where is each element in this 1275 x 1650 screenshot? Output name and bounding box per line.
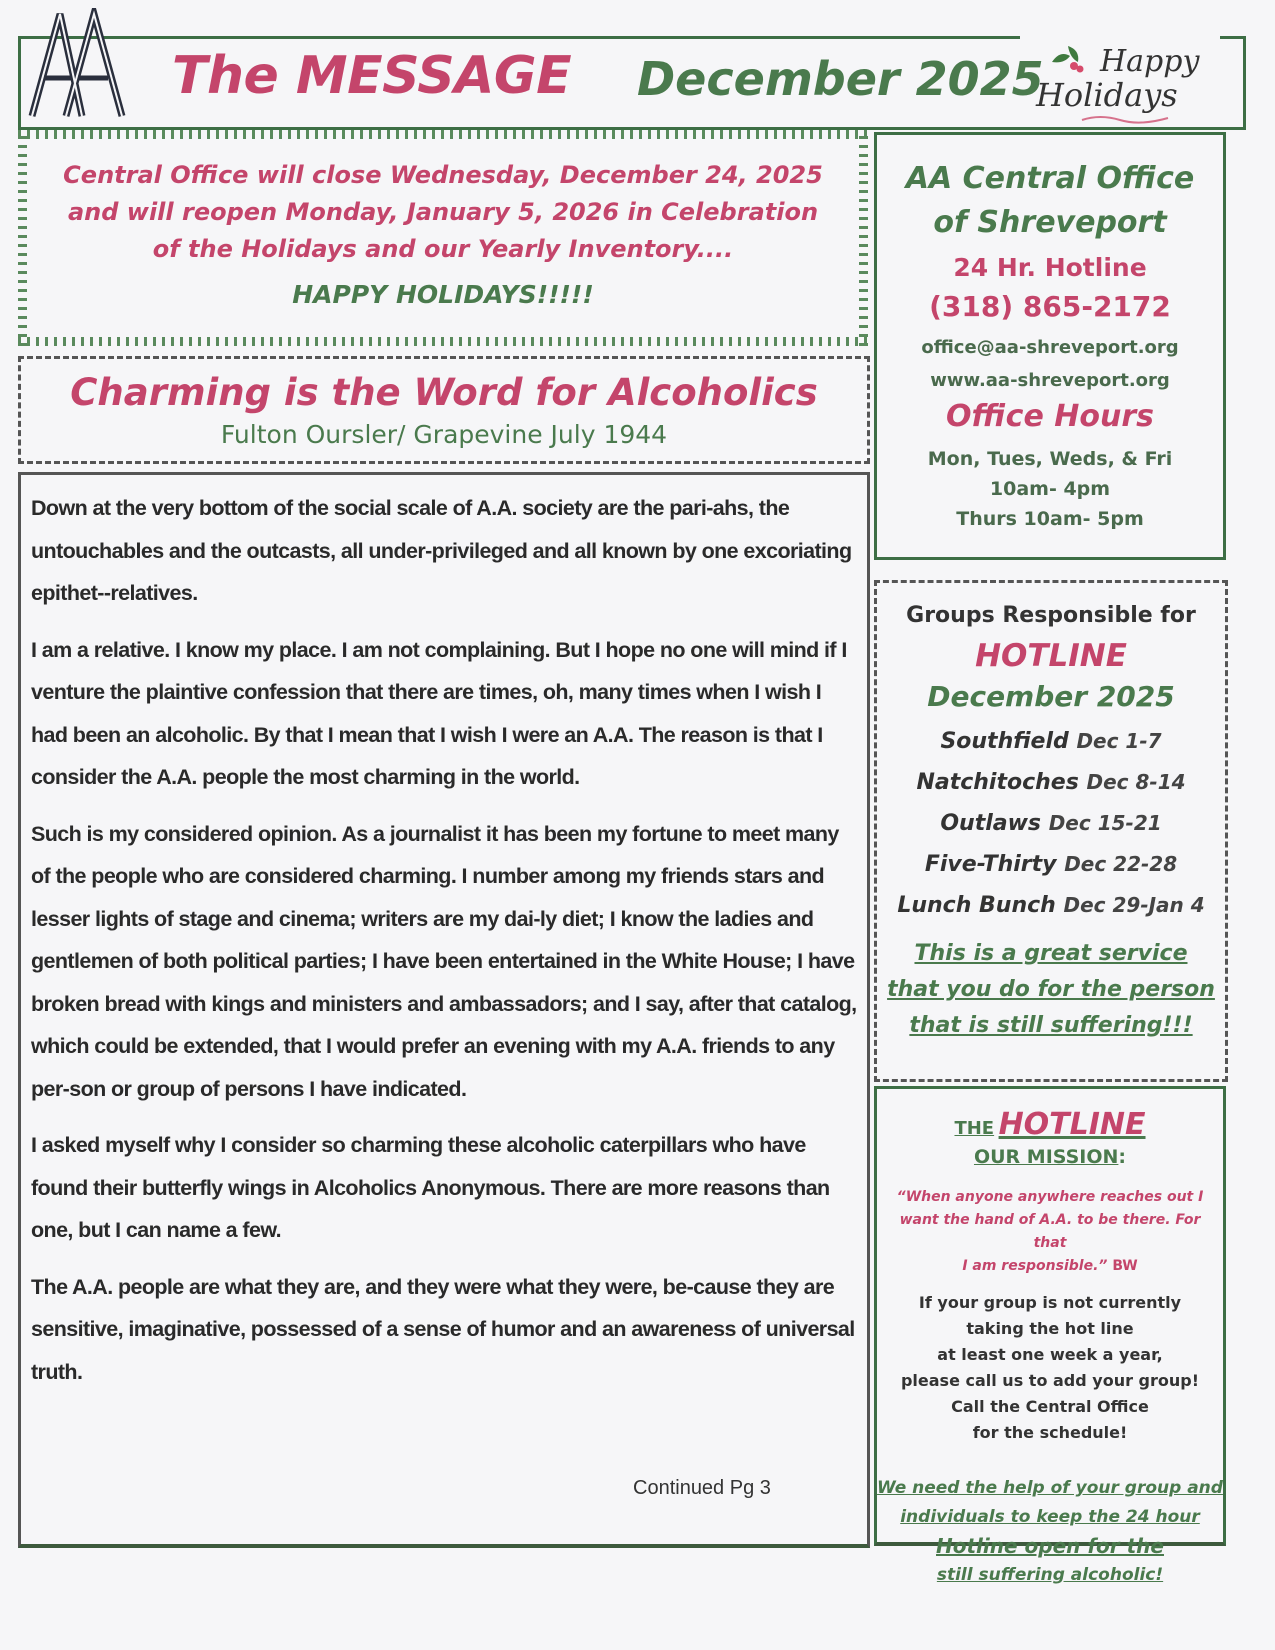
- info-line: taking the hot line: [966, 1319, 1134, 1338]
- groups-hotline-heading: HOTLINE: [975, 638, 1127, 674]
- article-byline: Fulton Oursler/ Grapevine July 1944: [220, 420, 668, 449]
- schedule-row: [877, 885, 1225, 926]
- group-name: Southfield: [940, 729, 1069, 754]
- service-note-line: that you do for the person: [887, 977, 1215, 1002]
- info-line: If your group is not currently: [918, 1293, 1182, 1312]
- greeting-happy: Happy: [1100, 44, 1200, 79]
- help-line: We need the help of your group and: [877, 1478, 1223, 1498]
- office-hours-line: Thurs 10am- 5pm: [956, 508, 1144, 530]
- schedule-row: [877, 721, 1225, 762]
- article-paragraph: I am a relative. I know my place. I am not complaining. But I hope no one will mind if I venture the plaintive confession that there are times, oh, many times when I wish I had been an alcoholic. By that I mean that I wish I were an A.A. The reason is that I consider the A.A. people the most charming in the world.: [31, 637, 847, 789]
- announcement-line: Central Office will close Wednesday, December 24, 2025: [63, 161, 823, 189]
- happy-holidays-banner: HAPPY HOLIDAYS!!!!!: [292, 280, 594, 309]
- mission-subtitle: [877, 1146, 1223, 1168]
- office-closure-announcement: [18, 130, 868, 346]
- schedule-row: [877, 762, 1225, 803]
- office-name: [877, 157, 1223, 245]
- group-dates: Dec 1-7: [1076, 729, 1162, 753]
- quote-line: want the hand of A.A. to be there. For that: [899, 1212, 1201, 1251]
- schedule-row: [877, 803, 1225, 844]
- quote-line: I am responsible.”: [962, 1258, 1108, 1274]
- hotline-mission: [874, 1086, 1226, 1585]
- announcement-line: and will reopen Monday, January 5, 2026 in Celebration: [67, 198, 819, 226]
- group-dates: Dec 29-Jan 4: [1063, 893, 1205, 917]
- mission-info: [877, 1290, 1223, 1474]
- quote-attribution: BW: [1112, 1258, 1138, 1274]
- help-line: Hotline open for the: [936, 1534, 1164, 1558]
- group-dates: Dec 22-28: [1064, 852, 1178, 876]
- mission-the: THE: [954, 1118, 995, 1139]
- article-paragraph: Down at the very bottom of the social scale of A.A. society are the pari-ahs, the untouchables and the outcasts, all under-privileged and all known by one excoriating epithet--relatives.: [31, 496, 852, 605]
- mission-subtitle-colon: :: [1118, 1146, 1127, 1168]
- group-name: Natchitoches: [916, 770, 1079, 795]
- office-website[interactable]: www.aa-shreveport.org: [930, 370, 1170, 391]
- mission-heading: [877, 1107, 1223, 1142]
- quote-line: “When anyone anywhere reaches out I: [896, 1189, 1204, 1205]
- hotline-phone[interactable]: (318) 865-2172: [929, 290, 1171, 323]
- info-line: please call us to add your group!: [900, 1371, 1200, 1390]
- info-line: at least one week a year,: [937, 1345, 1163, 1364]
- announcement-line: of the Holidays and our Yearly Inventory....: [152, 235, 734, 263]
- groups-title: Groups Responsible for: [906, 603, 1196, 628]
- office-hours-line: Mon, Tues, Weds, & Fri: [927, 448, 1173, 470]
- continued-link[interactable]: Continued Pg 3: [633, 1477, 771, 1499]
- article-paragraph: I asked myself why I consider so charming these alcoholic caterpillars who have found their butterfly wings in Alcoholics Anonymous. There are more reasons than one, but I can name a few.: [31, 1133, 830, 1242]
- office-hours-title: Office Hours: [946, 399, 1154, 434]
- group-dates: Dec 8-14: [1086, 770, 1186, 794]
- article-header: [18, 356, 870, 464]
- mission-hotline: HOTLINE: [998, 1107, 1146, 1142]
- mission-help-call: [877, 1474, 1223, 1590]
- ribbon-flourish-icon: [1080, 114, 1170, 126]
- info-line: Call the Central Office: [951, 1397, 1149, 1416]
- office-name-line1: AA Central Office: [905, 161, 1195, 196]
- masthead-frame-gap: [1020, 28, 1220, 40]
- article-paragraph: The A.A. people are what they are, and they were what they were, be-cause they are sensitive, imaginative, possessed of a sense of humor and an awareness of universal truth.: [31, 1274, 855, 1384]
- office-name-line2: of Shreveport: [933, 205, 1167, 240]
- article-title: Charming is the Word for Alcoholics: [70, 371, 818, 414]
- aa-logo-icon: [22, 8, 132, 120]
- article-body: [18, 472, 870, 1548]
- group-name: Lunch Bunch: [897, 893, 1056, 918]
- service-note-line: that is still suffering!!!: [909, 1013, 1193, 1038]
- issue-date: December 2025: [637, 52, 1044, 106]
- newsletter-title: The MESSAGE: [172, 46, 572, 106]
- service-note: [877, 936, 1225, 1044]
- group-dates: Dec 15-21: [1048, 811, 1162, 835]
- mission-subtitle-text: OUR MISSION: [973, 1146, 1119, 1168]
- service-note-line: This is a great service: [914, 941, 1188, 966]
- schedule-row: [877, 844, 1225, 885]
- groups-month: December 2025: [927, 680, 1175, 713]
- office-email[interactable]: office@aa-shreveport.org: [921, 337, 1179, 358]
- help-line: still suffering alcoholic!: [936, 1565, 1164, 1585]
- hotline-groups-schedule: [874, 580, 1228, 1082]
- central-office-contact: [874, 132, 1226, 560]
- office-hours-line: 10am- 4pm: [989, 478, 1111, 500]
- mission-quote: [877, 1186, 1223, 1278]
- article-paragraph: Such is my considered opinion. As a journalist it has been my fortune to meet many of the people who are considered charming. I number among my friends stars and lesser lights of stage and cinema; writers are my dai-ly diet; I know the ladies and gentlemen of both political parties; I have been entertained in the White House; I have broken bread with kings and ministers and ambassadors; and I say, after that catalog, which could be extended, that I would prefer an evening with my A.A. friends to any per-son or group of persons I have indicated.: [31, 821, 857, 1101]
- help-line: individuals to keep the 24 hour: [900, 1507, 1200, 1527]
- happy-holidays-graphic: [1030, 42, 1220, 122]
- hotline-label: 24 Hr. Hotline: [953, 253, 1147, 282]
- info-line: for the schedule!: [972, 1423, 1128, 1442]
- group-name: Five-Thirty: [924, 852, 1057, 877]
- greeting-holidays: Holidays: [1036, 76, 1178, 114]
- group-name: Outlaws: [940, 811, 1042, 836]
